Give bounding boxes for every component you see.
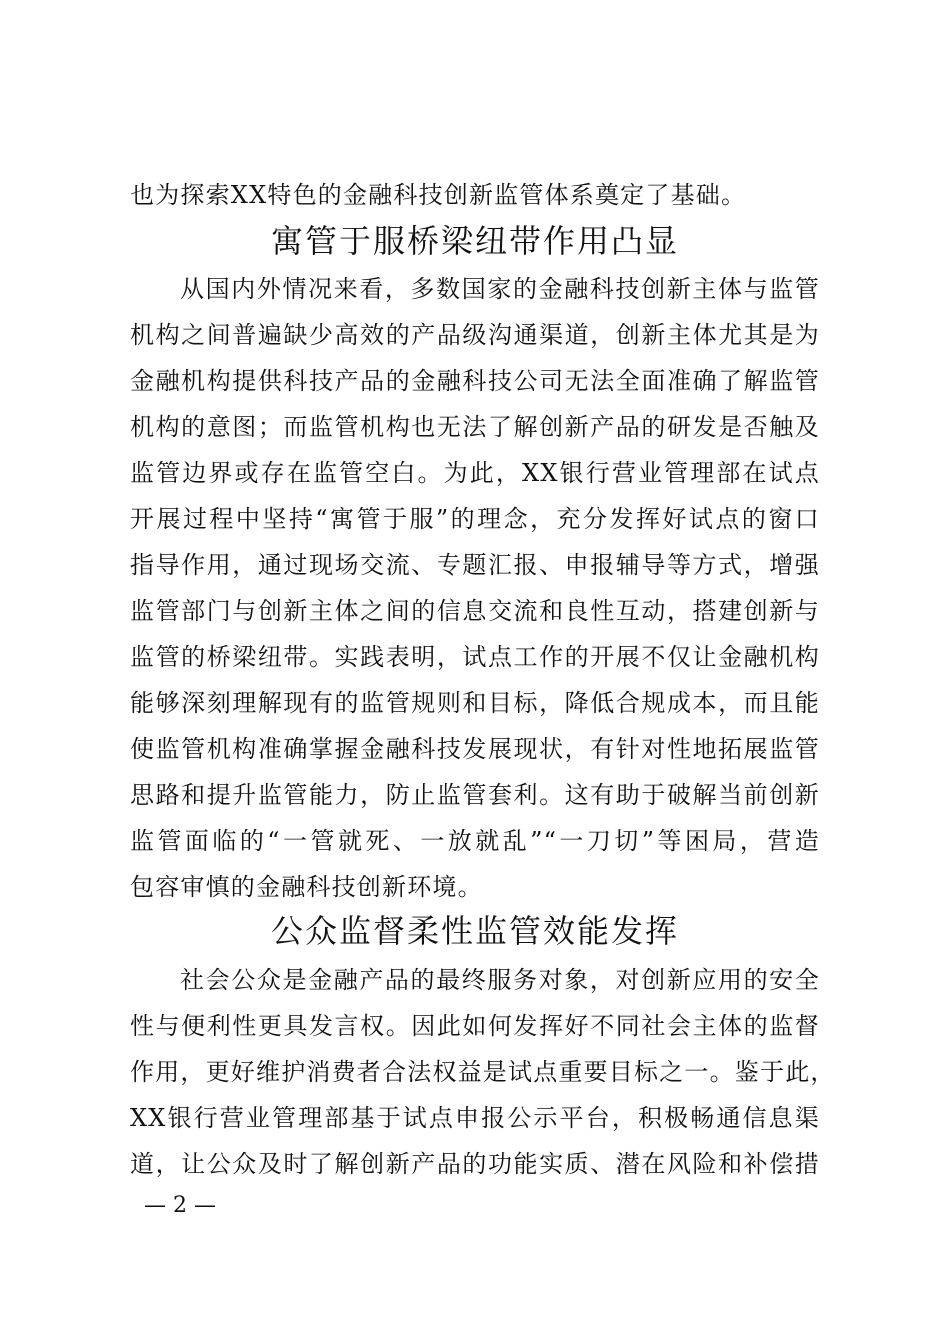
paragraph-line: 开展过程中坚持“寓管于服”的理念，充分发挥好试点的窗口: [130, 505, 820, 533]
paragraph-line: 机构的意图；而监管机构也无法了解创新产品的研发是否触及: [130, 413, 820, 441]
paragraph-line: 性与便利性更具发言权。因此如何发挥好不同社会主体的监督: [130, 1012, 820, 1040]
paragraph-line: 使监管机构准确掌握金融科技发展现状，有针对性地拓展监管: [130, 735, 820, 763]
paragraph-line: 指导作用，通过现场交流、专题汇报、申报辅导等方式，增强: [130, 551, 820, 579]
paragraph-line: 作用，更好维护消费者合法权益是试点重要目标之一。鉴于此，: [130, 1058, 836, 1086]
paragraph-line: 监管的桥梁纽带。实践表明，试点工作的开展不仅让金融机构: [130, 643, 820, 671]
paragraph-line: 社会公众是金融产品的最终服务对象，对创新应用的安全: [180, 966, 820, 994]
paragraph-line: 机构之间普遍缺少高效的产品级沟通渠道，创新主体尤其是为: [130, 321, 820, 349]
section-heading: 寓管于服桥梁纽带作用凸显: [270, 222, 679, 260]
paragraph-line: 能够深刻理解现有的监管规则和目标，降低合规成本，而且能: [130, 689, 820, 717]
paragraph-line: 监管部门与创新主体之间的信息交流和良性互动，搭建创新与: [130, 597, 820, 625]
paragraph-line: 道，让公众及时了解创新产品的功能实质、潜在风险和补偿措: [130, 1150, 820, 1178]
page-number: — 2 —: [144, 1193, 216, 1218]
paragraph-line: 思路和提升监管能力，防止监管套利。这有助于破解当前创新: [130, 781, 820, 809]
paragraph-line: 监管面临的“一管就死、一放就乱”“一刀切”等困局，营造: [130, 827, 820, 855]
paragraph-line: 金融机构提供科技产品的金融科技公司无法全面准确了解监管: [130, 367, 820, 395]
section-heading: 公众监督柔性监管效能发挥: [270, 912, 679, 950]
paragraph-line: 包容审慎的金融科技创新环境。: [130, 873, 483, 901]
paragraph-line: 从国内外情况来看，多数国家的金融科技创新主体与监管: [180, 275, 820, 303]
paragraph-line: 监管边界或存在监管空白。为此，XX银行营业管理部在试点: [130, 459, 820, 487]
paragraph-line: 也为探索XX特色的金融科技创新监管体系奠定了基础。: [130, 181, 747, 209]
paragraph-line: XX银行营业管理部基于试点申报公示平台，积极畅通信息渠: [130, 1104, 820, 1132]
